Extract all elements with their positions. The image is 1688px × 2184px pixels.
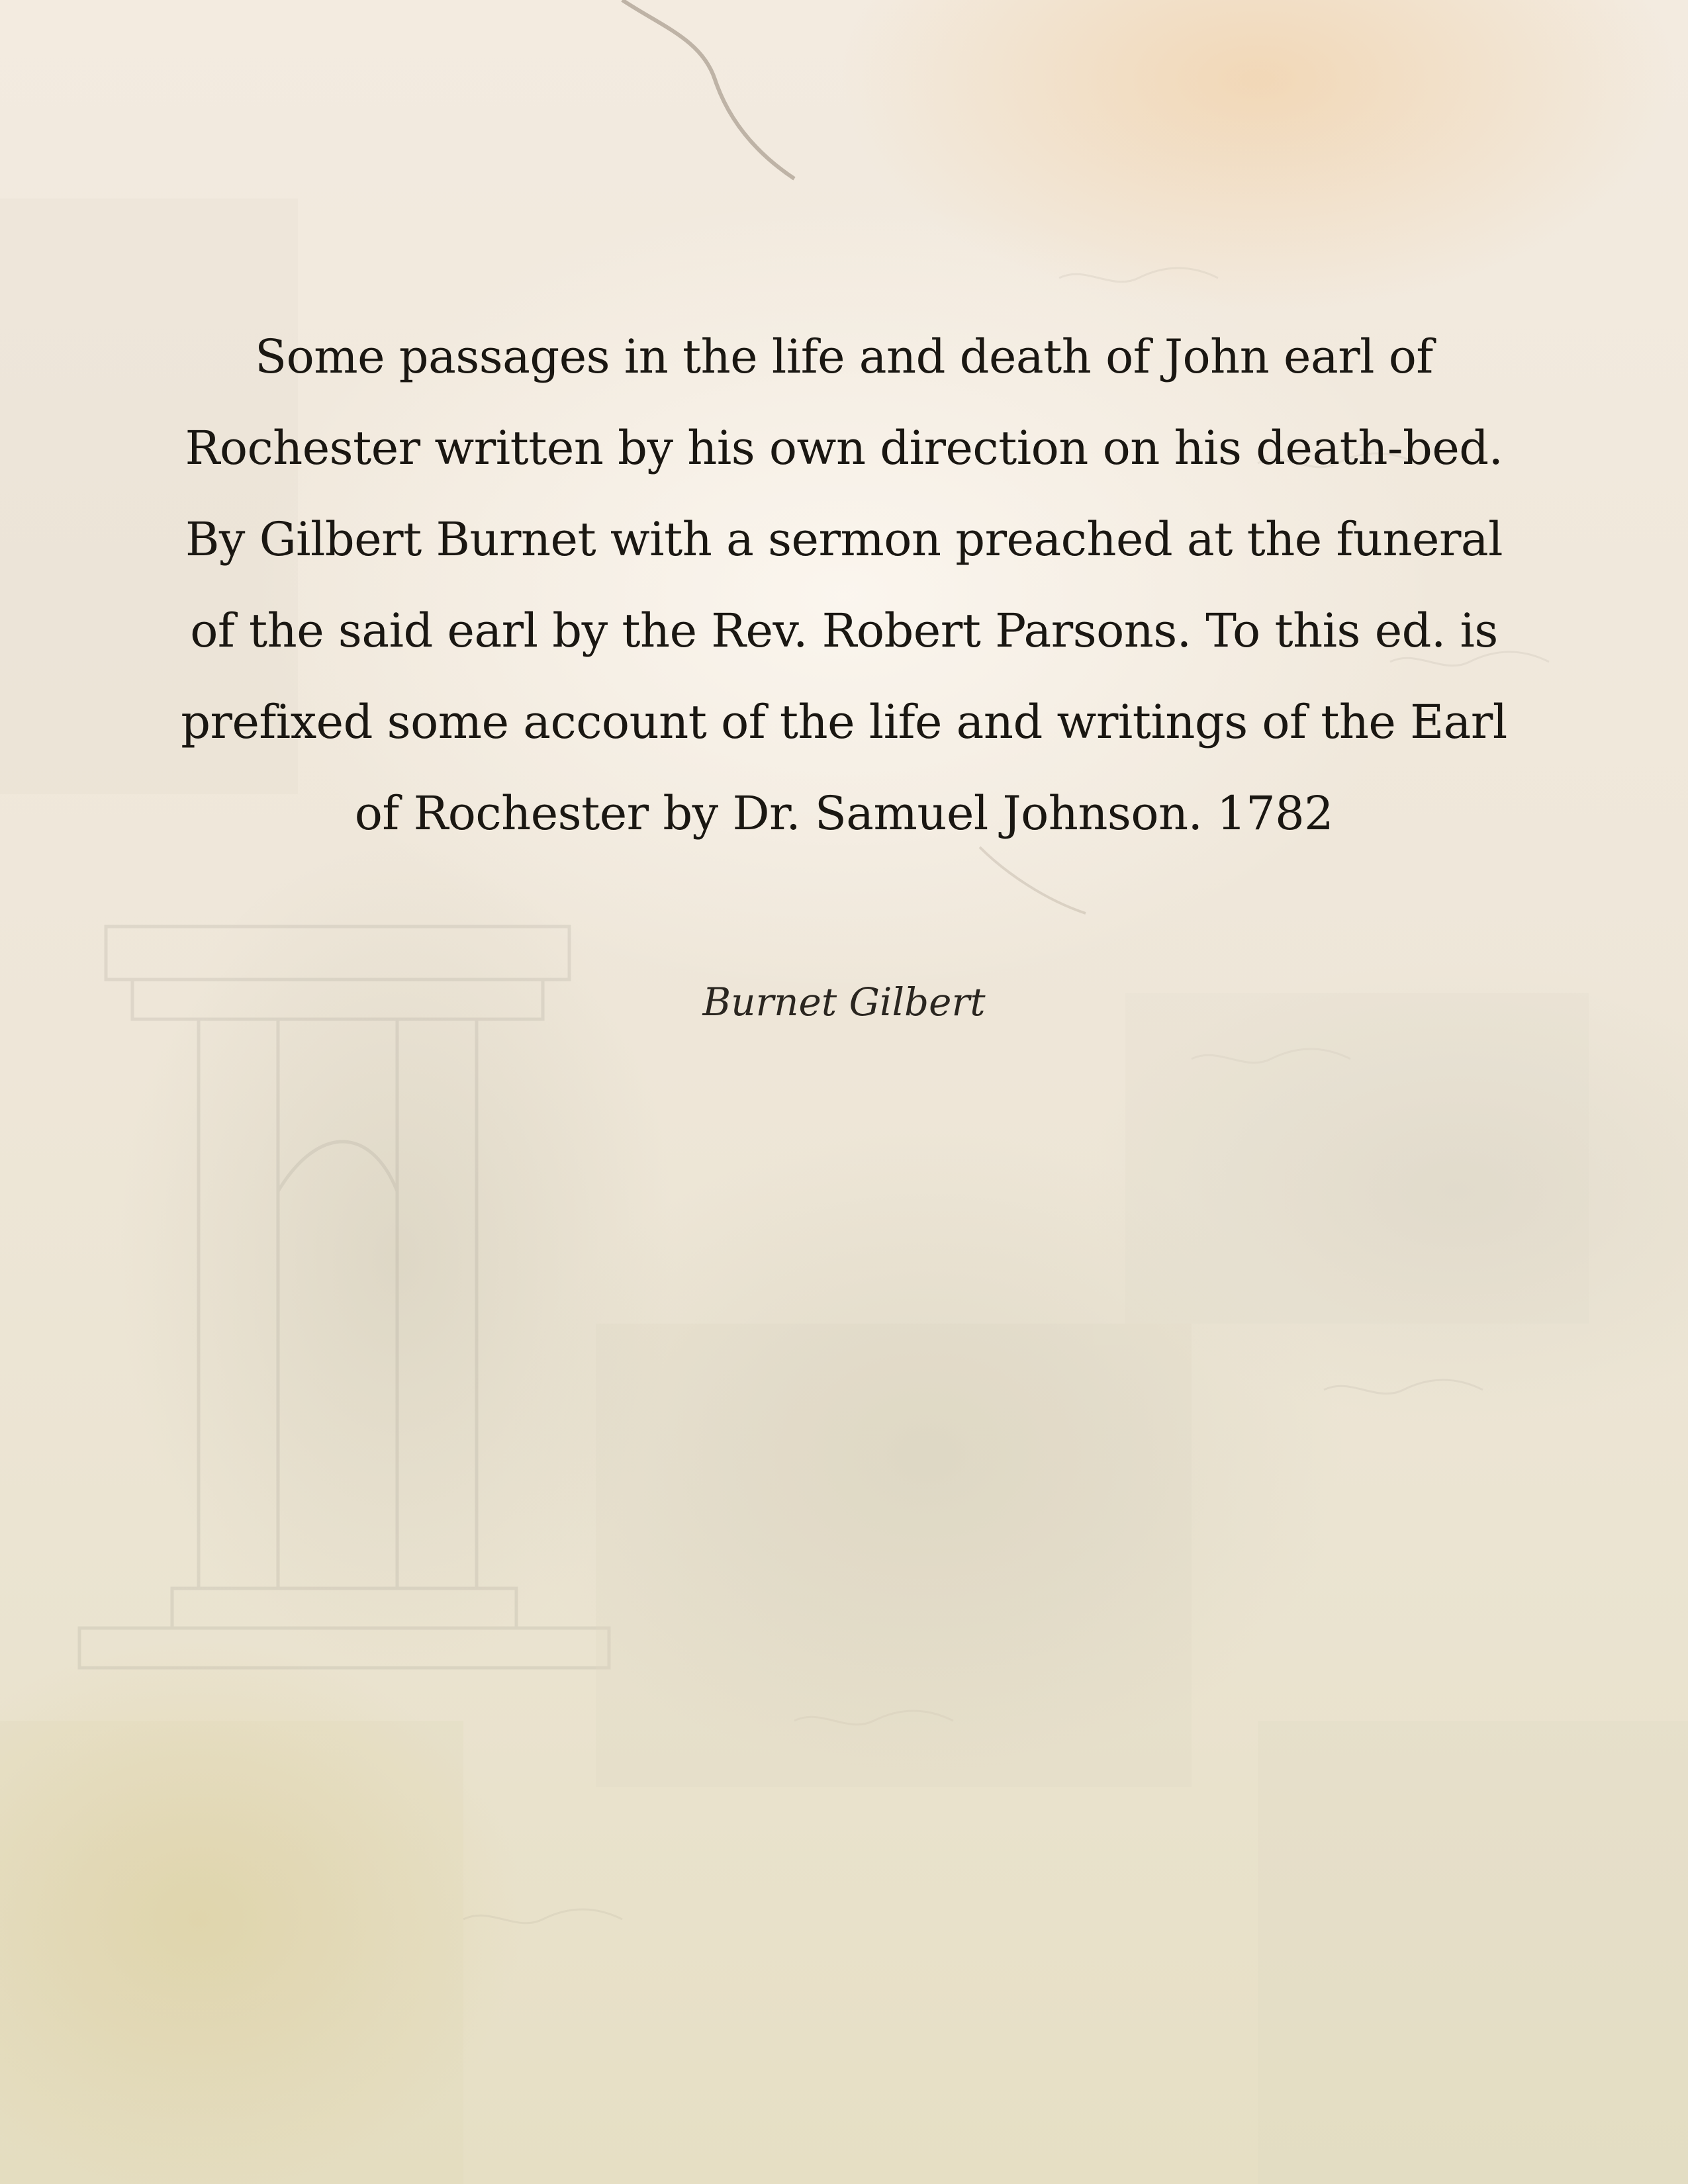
- title-block: [165, 311, 1523, 859]
- book-author: Burnet Gilbert: [702, 979, 986, 1024]
- book-title: Some passages in the life and death of John earl of Rochester written by his own direction on his death-bed. By Gilbert Burnet with a sermon preached at the funeral of the said earl by the Rev. Robert Parsons. To this ed. is prefixed some account of the life and writings of the Earl of Rochester by Dr. Samuel Johnson. 1782: [181, 330, 1507, 841]
